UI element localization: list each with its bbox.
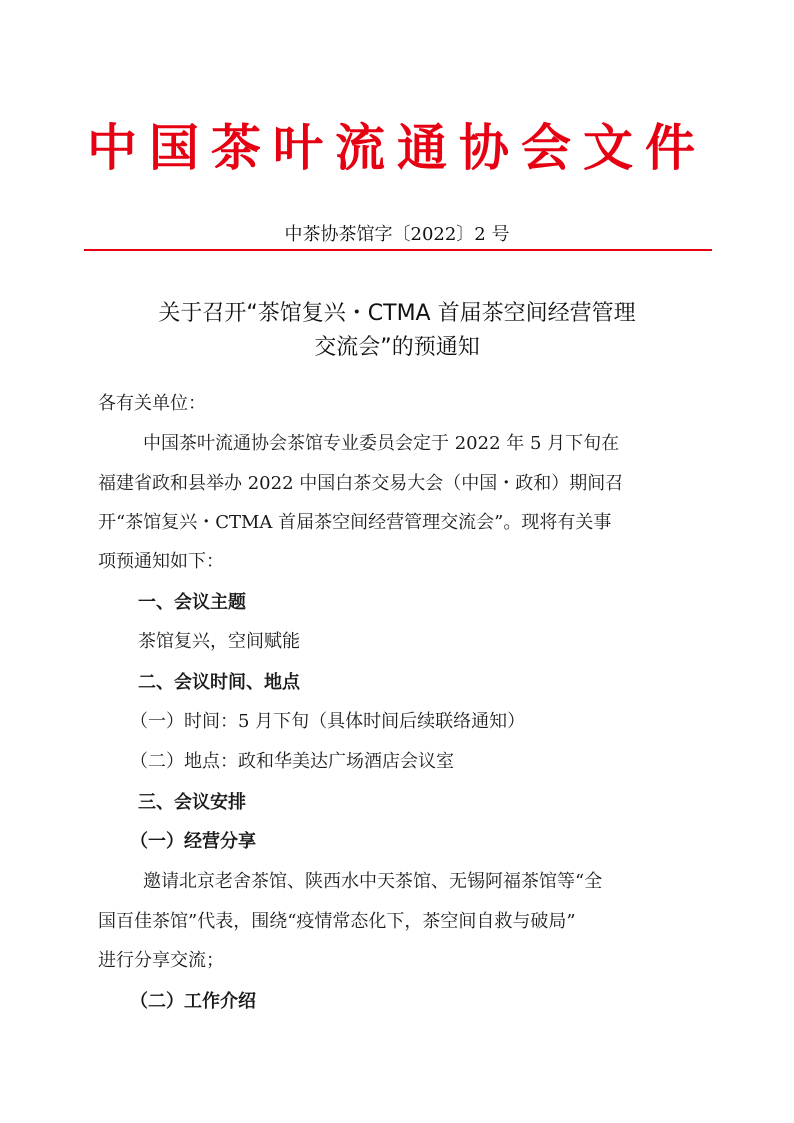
section-3-heading: 三、会议安排 bbox=[138, 792, 246, 813]
section-3-sub-2-heading: （二）工作介绍 bbox=[130, 991, 256, 1012]
intro-line: 项预通知如下： bbox=[98, 551, 224, 572]
paragraph-line: 邀请北京老舍茶馆、陕西水中天茶馆、无锡阿福茶馆等“全 bbox=[143, 871, 603, 892]
section-2-time: （一）时间：5 月下旬（具体时间后续联络通知） bbox=[130, 711, 526, 732]
document-title-line-2: 交流会”的预通知 bbox=[314, 335, 480, 360]
paragraph-line: 国百佳茶馆”代表，围绕“疫情常态化下，茶空间自救与破局” bbox=[98, 911, 576, 932]
document-number: 中茶协茶馆字〔2022〕2 号 bbox=[284, 224, 510, 245]
section-1-content: 茶馆复兴，空间赋能 bbox=[138, 631, 300, 652]
section-2-place: （二）地点：政和华美达广场酒店会议室 bbox=[130, 751, 454, 772]
intro-line: 中国茶叶流通协会茶馆专业委员会定于 2022 年 5 月下旬在 bbox=[143, 433, 620, 454]
section-3-sub-1-heading: （一）经营分享 bbox=[130, 831, 256, 852]
document-header-title: 中国茶叶流通协会文件 bbox=[87, 119, 707, 177]
salutation: 各有关单位： bbox=[98, 393, 206, 414]
red-divider-line bbox=[84, 249, 712, 251]
intro-line: 开“茶馆复兴・CTMA 首届茶空间经营管理交流会”。现将有关事 bbox=[98, 512, 612, 533]
document-title-line-1: 关于召开“茶馆复兴・CTMA 首届茶空间经营管理 bbox=[158, 301, 636, 326]
paragraph-line: 进行分享交流； bbox=[98, 950, 224, 971]
section-2-heading: 二、会议时间、地点 bbox=[138, 672, 300, 693]
section-1-heading: 一、会议主题 bbox=[138, 592, 246, 613]
intro-line: 福建省政和县举办 2022 中国白茶交易大会（中国・政和）期间召 bbox=[98, 473, 624, 494]
